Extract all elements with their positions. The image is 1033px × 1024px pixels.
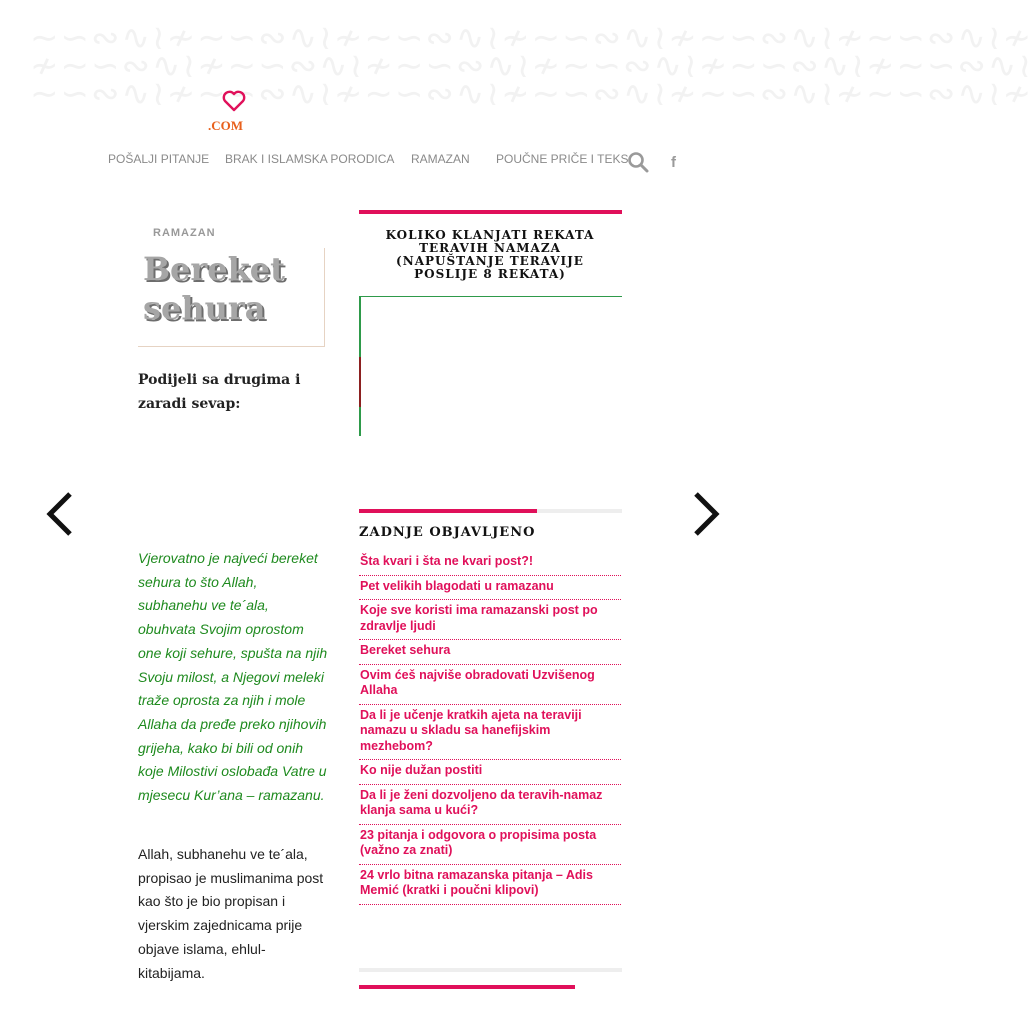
featured-post-image[interactable] bbox=[359, 296, 622, 436]
search-icon[interactable] bbox=[627, 151, 649, 173]
chevron-right-icon[interactable] bbox=[692, 492, 722, 536]
logo-suffix[interactable]: .COM bbox=[208, 118, 244, 133]
recent-post-link[interactable]: Da li je ženi dozvoljeno da teravih-namaz klanja sama u kući? bbox=[359, 785, 621, 825]
header-watermark: ∼∽∾∿≀≁∼∽∾∿≀≁∼∽∾∿≀≁∼∽∾∿≀≁∼∽∾∿≀≁∼∽∾∿≀≁ ≁∼∽∾∿≀≁∼∽∾∿≀≁∼∽∾∿≀≁∼∽∾∿≀≁∼∽∾∿≀≁∼∽∾∿≀ ∼∽∾∿≀≁∼∽∾∿≀≁∼∽∾∿≀≁∼∽∾∿≀≁∼∽∾∿≀≁∼∽∾∿≀≁ bbox=[30, 20, 1033, 113]
share-prompt: Podijeli sa drugima i zaradi sevap: bbox=[138, 372, 301, 412]
recent-bar-accent bbox=[359, 509, 537, 513]
recent-post-link[interactable]: Da li je učenje kratkih ajeta na teraviji namazu u skladu sa hanefijskim mezhebom? bbox=[359, 705, 621, 761]
article-paragraph: Allah, subhanehu ve te´ala, propisao je muslimanima post kao što je bio propisan i vjerskim zajednicama prije objave islama, ehlul-kitabijama. bbox=[138, 846, 324, 981]
article-title: Bereket sehura bbox=[143, 250, 285, 327]
nav-item-brak[interactable]: BRAK I ISLAMSKA PORODICA bbox=[225, 152, 395, 166]
recent-heading: ZADNJE OBJAVLJENO bbox=[359, 525, 536, 540]
facebook-icon[interactable]: f bbox=[671, 154, 676, 171]
heart-icon[interactable] bbox=[222, 90, 246, 112]
next-widget-bar bbox=[359, 985, 575, 989]
featured-post-title[interactable]: KOLIKO KLANJATI REKATA TERAVIH NAMAZA (NAPUŠTANJE TERAVIJE POSLIJE 8 REKATA) bbox=[385, 228, 595, 281]
recent-post-link[interactable]: Koje sve koristi ima ramazanski post po zdravlje ljudi bbox=[359, 600, 621, 640]
recent-post-link[interactable]: Ovim ćeš najviše obradovati Uzvišenog Allaha bbox=[359, 665, 621, 705]
nav-item-posalji-pitanje[interactable]: POŠALJI PITANJE bbox=[108, 152, 210, 166]
recent-post-link[interactable]: 23 pitanja i odgovora o propisima posta (važno za znati) bbox=[359, 825, 621, 865]
main-nav bbox=[0, 152, 768, 172]
featured-top-bar bbox=[359, 210, 622, 214]
nav-item-ramazan[interactable]: RAMAZAN bbox=[411, 152, 470, 166]
article-quote: Vjerovatno je najveći bereket sehura to što Allah, subhanehu ve te´ala, obuhvata Svojim oprostom one koji sehure, spušta na njih Svoju milost, a Njegovi meleki traže oprosta za njih i mole Allaha da pređe preko njihovih grijeha, kako bi bili od onih koje Milostivi oslobađa Vatre u mjesecu Kur’ana – ramazanu. bbox=[138, 550, 328, 804]
nav-item-poucne-price[interactable]: POUČNE PRIČE I TEKS bbox=[496, 152, 629, 166]
chevron-left-icon[interactable] bbox=[44, 492, 74, 536]
recent-post-link[interactable]: 24 vrlo bitna ramazanska pitanja – Adis Memić (kratki i poučni klipovi) bbox=[359, 865, 621, 905]
recent-post-link[interactable]: Ko nije dužan postiti bbox=[359, 760, 621, 785]
section-divider bbox=[359, 968, 622, 972]
recent-post-link[interactable]: Šta kvari i šta ne kvari post?! bbox=[359, 551, 621, 576]
recent-post-link[interactable]: Pet velikih blagodati u ramazanu bbox=[359, 576, 621, 601]
article-category[interactable]: RAMAZAN bbox=[153, 227, 216, 239]
recent-posts-list bbox=[359, 551, 621, 905]
recent-post-link[interactable]: Bereket sehura bbox=[359, 640, 621, 665]
